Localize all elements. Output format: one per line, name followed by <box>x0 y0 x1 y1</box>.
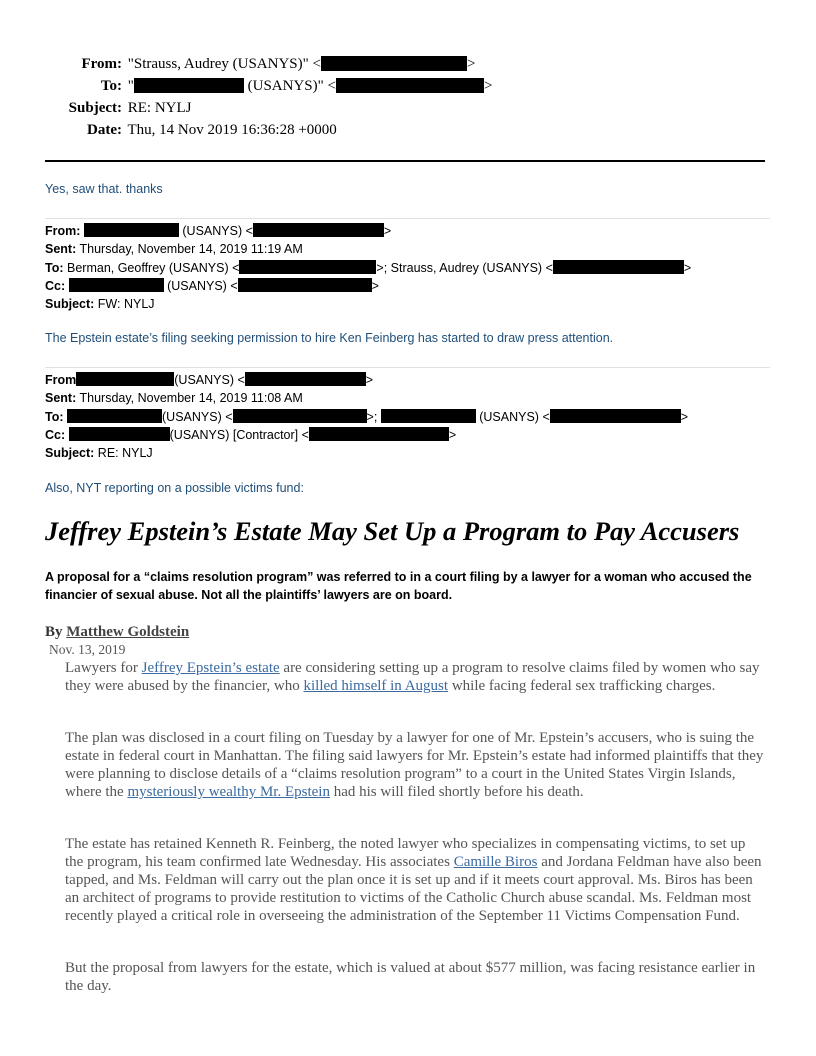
subject-value: RE: NYLJ <box>97 446 153 461</box>
redaction-box <box>553 260 684 274</box>
mysteriously-wealthy-link[interactable]: mysteriously wealthy Mr. Epstein <box>127 784 330 800</box>
to-tail: > <box>683 260 692 275</box>
date-value: Thu, 14 Nov 2019 16:36:28 +0000 <box>127 122 337 138</box>
from-label: From: <box>45 224 81 238</box>
fwd1-from-row <box>45 222 691 240</box>
cc-tail: > <box>371 278 379 293</box>
to-tail: > <box>483 78 493 94</box>
redaction-box <box>238 278 372 292</box>
to-open: " <box>127 78 134 94</box>
redaction-box <box>76 372 174 386</box>
message-divider <box>45 367 770 368</box>
from-text: (USANYS) < <box>178 224 253 238</box>
header-to-row <box>56 75 492 97</box>
subject-value: FW: NYLJ <box>97 297 155 312</box>
fwd2-from-row <box>45 371 688 389</box>
redaction-box <box>321 56 467 71</box>
reply-message: The Epstein estate’s filing seeking permission to hire Ken Feinberg has started to draw press attention. <box>45 331 614 345</box>
redaction-box <box>245 372 366 386</box>
redaction-box <box>69 278 164 292</box>
cc-tail: > <box>448 427 457 442</box>
forwarded-header-1 <box>45 222 691 313</box>
redaction-box <box>233 409 367 423</box>
header-from-row <box>56 53 492 75</box>
subject-value: RE: NYLJ <box>127 100 192 116</box>
fwd2-cc-row <box>45 426 688 444</box>
article-paragraph: But the proposal from lawyers for the estate, which is valued at about $577 million, was facing resistance earlier in the day. <box>65 960 756 994</box>
epstein-estate-link[interactable]: Jeffrey Epstein’s estate <box>141 660 280 676</box>
author-link[interactable]: Matthew Goldstein <box>66 624 190 640</box>
article-paragraph <box>65 835 765 925</box>
camille-biros-link[interactable]: Camille Biros <box>453 854 538 870</box>
article-title: Jeffrey Epstein’s Estate May Set Up a Program to Pay Accusers <box>45 516 740 546</box>
from-tail: > <box>365 373 374 387</box>
paragraph-text: had his will filed shortly before his death. <box>329 784 584 800</box>
cc-text: (USANYS) [Contractor] < <box>169 427 309 442</box>
fwd2-sent-row <box>45 389 688 407</box>
redaction-box <box>134 78 244 93</box>
redaction-box <box>253 223 384 237</box>
paragraph-text: The estate has retained Kenneth R. Feinberg, the noted lawyer who specializes in compensating victims, to set up the program, his team confirmed late Wednesday. His associates <box>65 836 746 870</box>
from-tail: > <box>466 56 476 72</box>
from-label: From <box>45 373 77 387</box>
reply-message: Yes, saw that. thanks <box>45 182 163 196</box>
header-date-row <box>56 119 492 141</box>
sent-value: Thursday, November 14, 2019 11:08 AM <box>79 391 303 406</box>
article-paragraph <box>65 729 765 801</box>
redaction-box <box>309 427 449 441</box>
redaction-box <box>69 427 170 441</box>
to-text: >; Strauss, Audrey (USANYS) < <box>376 260 553 275</box>
cc-label: Cc: <box>45 278 66 293</box>
fwd2-subject-row <box>45 444 688 462</box>
to-text: Berman, Geoffrey (USANYS) < <box>67 260 240 275</box>
paragraph-text: The plan was disclosed in a court filing on Tuesday by a lawyer for one of Mr. Epstein’s accusers, who is suing the estate in federal court in Manhattan. The filing said lawyers for Mr. Epstein’s estate had informed plaintiffs that they were planning to disclose details of a “claims resolution program” to a court in the United States Virgin Islands, where the <box>65 730 764 800</box>
redaction-box <box>381 409 476 423</box>
subject-label: Subject: <box>68 100 122 116</box>
forwarded-header-2 <box>45 371 688 462</box>
redaction-box <box>67 409 162 423</box>
byline-prefix: By <box>45 624 67 640</box>
redaction-box <box>336 78 484 93</box>
to-name: (USANYS)" < <box>243 78 336 94</box>
reply-message: Also, NYT reporting on a possible victims fund: <box>45 481 304 495</box>
to-label: To: <box>45 409 64 424</box>
to-text: (USANYS) < <box>162 409 233 424</box>
subject-label: Subject: <box>45 297 95 312</box>
fwd1-cc-row <box>45 277 691 295</box>
cc-label: Cc: <box>45 427 66 442</box>
fwd1-subject-row <box>45 295 691 313</box>
from-tail: > <box>383 224 392 238</box>
paragraph-text: are considering setting up a program to resolve claims filed by women who say they were abused by the financier, who <box>65 660 760 694</box>
redaction-box <box>84 223 179 237</box>
to-label: To: <box>100 78 122 94</box>
article-date: Nov. 13, 2019 <box>49 642 126 657</box>
header-divider <box>45 160 765 162</box>
redaction-box <box>239 260 376 274</box>
paragraph-text: and Jordana Feldman have also been tapped, and Ms. Feldman will carry out the plan once it is set up and if it meets court approval. Ms. Biros has been an architect of programs to provide restitution to victims of the Catholic Church abuse scandal. Ms. Feldman most recently played a critical role in overseeing the administration of the September 11 Victims Compensation Fund. <box>65 854 762 924</box>
sent-value: Thursday, November 14, 2019 11:19 AM <box>79 242 303 257</box>
email-header <box>56 53 492 141</box>
header-subject-row <box>56 97 492 119</box>
from-label: From: <box>81 56 122 72</box>
killed-himself-link[interactable]: killed himself in August <box>303 678 449 694</box>
redaction-box <box>550 409 681 423</box>
cc-text: (USANYS) < <box>163 278 238 293</box>
from-name: "Strauss, Audrey (USANYS)" < <box>127 56 321 72</box>
message-divider <box>45 218 770 219</box>
sent-label: Sent: <box>45 391 77 406</box>
to-label: To: <box>45 260 64 275</box>
fwd1-sent-row <box>45 240 691 258</box>
to-tail: > <box>680 409 689 424</box>
paragraph-text: while facing federal sex trafficking charges. <box>448 678 716 694</box>
fwd2-to-row <box>45 408 688 426</box>
to-text: >; <box>366 409 381 424</box>
date-label: Date: <box>87 122 122 138</box>
article-summary: A proposal for a “claims resolution program” was referred to in a court filing by a lawyer for a woman who accused the financier of sexual abuse. Not all the plaintiffs’ lawyers are on board. <box>45 570 752 602</box>
article-byline <box>45 624 189 641</box>
article-paragraph <box>65 659 765 695</box>
paragraph-text: Lawyers for <box>65 660 142 676</box>
sent-label: Sent: <box>45 242 77 257</box>
to-text: (USANYS) < <box>475 409 550 424</box>
from-text: (USANYS) < <box>174 373 245 387</box>
fwd1-to-row <box>45 259 691 277</box>
subject-label: Subject: <box>45 446 95 461</box>
